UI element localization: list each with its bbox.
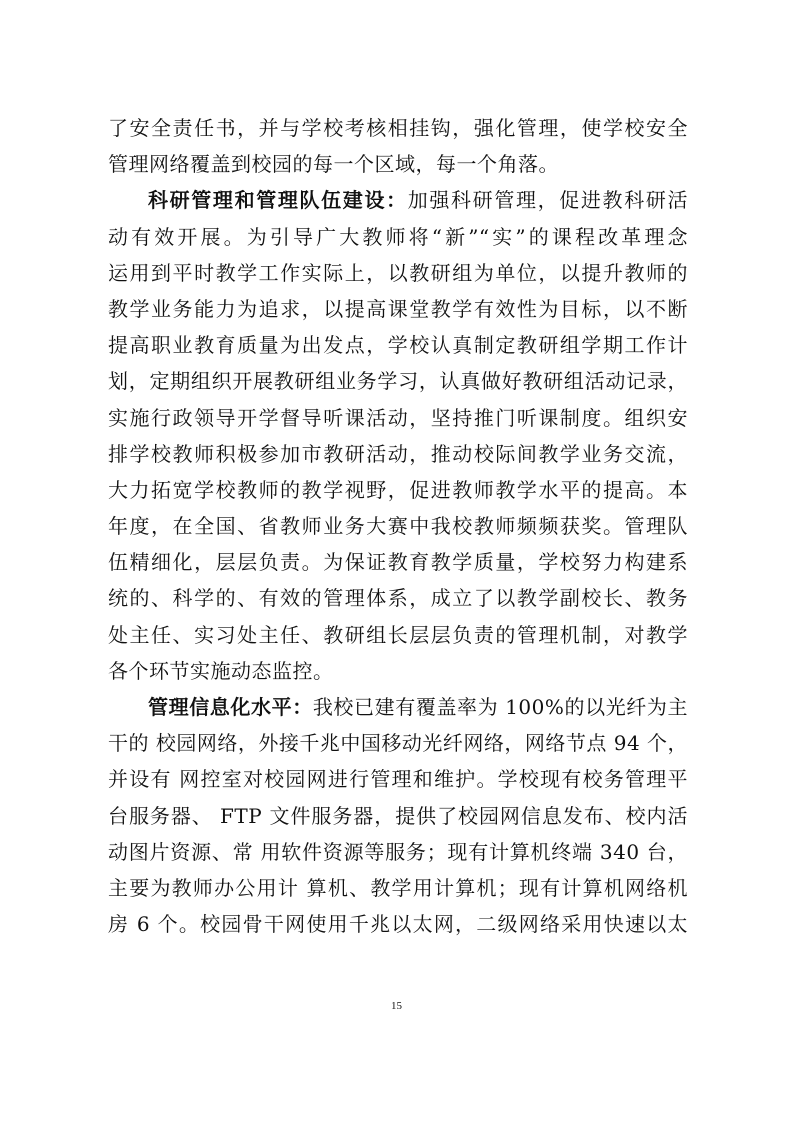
document-body (108, 110, 688, 942)
section-heading: 管理信息化水平： (148, 695, 313, 719)
section-text: 加强科研管理，促进教科研活 (407, 188, 688, 213)
text-line: 动图片资源、常 用软件资源等服务；现有计算机终端 340 台， (108, 839, 688, 864)
text-line: 统的、科学的、有效的管理体系，成立了以教学副校长、教务 (108, 586, 688, 611)
text-line: 运用到平时教学工作实际上，以教研组为单位，以提升教师的 (108, 260, 688, 285)
text-line: 划，定期组织开展教研组业务学习，认真做好教研组活动记录， (108, 369, 688, 394)
text-line: 各个环节实施动态监控。 (108, 658, 334, 683)
text-line: 动有效开展。为引导广大教师将“新”“实”的课程改革理念 (108, 224, 688, 249)
section-first-line (108, 689, 688, 725)
text-line: 主要为教师办公用计 算机、教学用计算机；现有计算机网络机 (108, 875, 688, 900)
text-line: 大力拓宽学校教师的教学视野，促进教师教学水平的提高。本 (108, 477, 688, 502)
section-heading: 科研管理和管理队伍建设： (148, 188, 408, 213)
text-line: 管理网络覆盖到校园的每一个区域，每一个角落。 (108, 152, 559, 177)
text-line: 排学校教师积极参加市教研活动，推动校际间教学业务交流， (108, 441, 688, 466)
text-line: 房 6 个。校园骨干网使用千兆以太网，二级网络采用快速以太 (108, 912, 688, 937)
text-line: 并设有 网控室对校园网进行管理和维护。学校现有校务管理平 (108, 767, 688, 792)
section-first-line (108, 182, 688, 218)
text-line: 实施行政领导开学督导听课活动，坚持推门听课制度。组织安 (108, 405, 688, 430)
text-line: 年度，在全国、省教师业务大赛中我校教师频频获奖。管理队 (108, 514, 688, 539)
text-line: 了安全责任书，并与学校考核相挂钩，强化管理，使学校安全 (108, 116, 688, 140)
text-line: 台服务器、 FTP 文件服务器，提供了校园网信息发布、校内活 (108, 803, 688, 828)
text-line: 处主任、实习处主任、教研组长层层负责的管理机制，对教学 (108, 622, 688, 647)
text-line: 提高职业教育质量为出发点，学校认真制定教研组学期工作计 (108, 333, 688, 358)
page-number: 15 (391, 1000, 402, 1012)
text-line: 教学业务能力为追求，以提高课堂教学有效性为目标，以不断 (108, 296, 688, 321)
section-text: 我校已建有覆盖率为 100%的以光纤为主 (312, 695, 688, 719)
text-line: 干的 校园网络，外接千兆中国移动光纤网络，网络节点 94 个， (108, 731, 689, 756)
text-line: 伍精细化，层层负责。为保证教育教学质量，学校努力构建系 (108, 550, 688, 575)
